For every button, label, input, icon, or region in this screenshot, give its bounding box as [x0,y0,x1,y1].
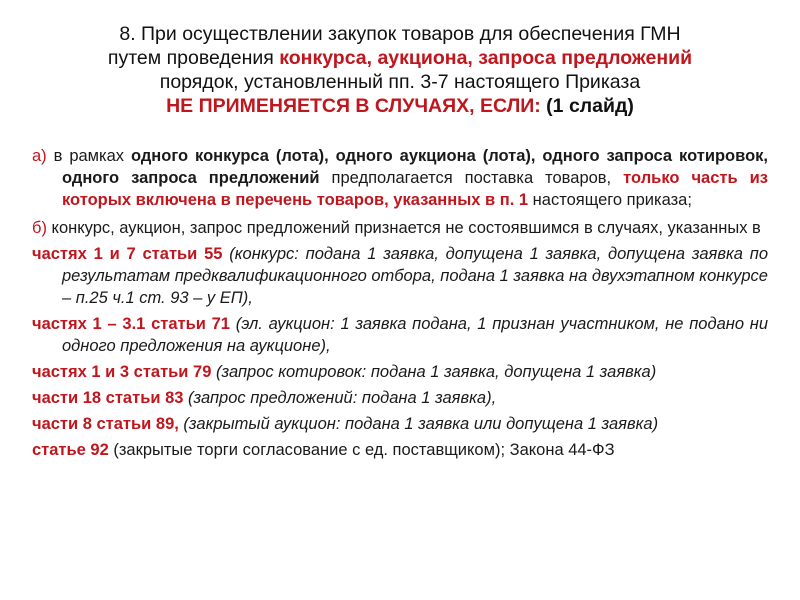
title-slide-number: (1 слайд) [540,95,634,117]
paragraph-a-marker: а) [32,147,47,165]
slide-title [60,22,740,118]
slide-body [32,145,768,465]
list-item [32,413,768,435]
paragraph-a-text-1: в рамках [46,147,131,165]
paragraph-a [32,145,768,211]
title-line-4 [60,94,740,118]
paragraph-a-text-3: настоящего приказа; [528,191,692,209]
title-line-2 [60,46,740,70]
title-line-1: 8. При осуществлении закупок товаров для обеспечения ГМН [119,23,681,45]
paragraph-a-red-bold: только часть из которых включена в перечень товаров, указанных в п. 1 [62,169,768,209]
item-description: (закрытый аукцион: подана 1 заявка или допущена 1 заявка) [178,415,659,433]
paragraph-b-marker: б) [32,219,47,237]
title-highlight-procedures: конкурса, аукциона, запроса предложений [279,47,693,69]
last-item-text: (закрытые торги согласование с ед. поставщиком); Закона 44-ФЗ [108,441,615,459]
title-highlight-not-applied: НЕ ПРИМЕНЯЕТСЯ В СЛУЧАЯХ, ЕСЛИ: [166,95,541,117]
item-reference: частях 1 и 7 статьи 55 [32,245,223,263]
paragraph-a-bold: одного конкурса (лота), одного аукциона (лота), одного запроса котировок, одного запроса предложений [62,147,768,187]
paragraph-b [32,217,768,239]
paragraph-b-text: конкурс, аукцион, запрос предложений признается не состоявшимся в случаях, указанных в [46,219,761,237]
item-reference: части 18 статьи 83 [32,389,184,407]
item-description: (запрос котировок: подана 1 заявка, допущена 1 заявка) [211,363,657,381]
list-item [32,313,768,357]
last-item [32,439,768,461]
paragraph-a-text-2: предполагается поставка товаров, [319,169,624,187]
item-description: (конкурс: подана 1 заявка, допущена 1 заявка, допущена заявка по результатам предквалификационного отбора, подана 1 заявка на двухэтапном конкурсе – п.25 ч.1 ст. 93 – у ЕП), [62,245,768,307]
item-reference: частях 1 – 3.1 статьи 71 [32,315,230,333]
item-reference: части 8 статьи 89, [32,415,179,433]
item-description: (запрос предложений: подана 1 заявка), [183,389,497,407]
list-item [32,387,768,409]
list-item [32,243,768,309]
last-item-reference: статье 92 [32,441,109,459]
title-line-2-prefix: путем проведения [107,47,280,69]
item-reference: частях 1 и 3 статьи 79 [32,363,212,381]
item-description: (эл. аукцион: 1 заявка подана, 1 признан участником, не подано ни одного предложения на аукционе), [62,315,769,355]
list-item [32,361,768,383]
title-line-3: порядок, установленный пп. 3-7 настоящего Приказа [159,71,641,93]
